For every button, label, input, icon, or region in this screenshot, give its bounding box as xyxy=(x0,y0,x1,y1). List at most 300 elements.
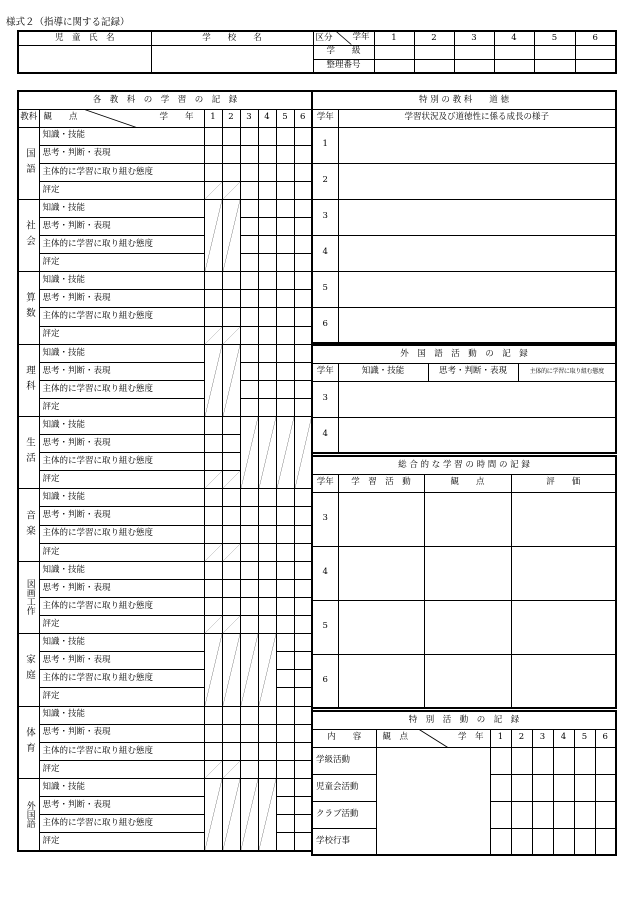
foreign-field-3[interactable] xyxy=(338,381,616,417)
aspect-label: 思考・判断・表現 xyxy=(39,796,204,814)
grade-cell[interactable] xyxy=(204,417,222,435)
special-kanten-label: 観 点 xyxy=(382,732,409,743)
grade-cell[interactable] xyxy=(258,724,276,742)
grade-cell[interactable] xyxy=(204,435,222,453)
grade-cell[interactable] xyxy=(276,706,294,724)
foreign-col3-header: 主体的に学習に取り組む態度 xyxy=(518,363,616,381)
special-item-club: クラブ活動 xyxy=(312,801,376,828)
grade-cell[interactable] xyxy=(240,742,258,760)
subjects-year-2: 2 xyxy=(222,109,240,127)
grade-cell[interactable] xyxy=(276,724,294,742)
grade-cell[interactable] xyxy=(204,272,222,290)
grade-cell[interactable] xyxy=(276,796,294,814)
disabled-cell xyxy=(240,634,258,706)
student-name-label: 児 童 氏 名 xyxy=(18,31,151,45)
grade-cell[interactable] xyxy=(240,507,258,525)
grade-cell[interactable] xyxy=(276,489,294,507)
grade-cell[interactable] xyxy=(294,634,312,652)
grade-cell[interactable] xyxy=(258,326,276,344)
aspect-label: 知識・技能 xyxy=(39,417,204,435)
grade-cell[interactable] xyxy=(258,525,276,543)
disabled-cell xyxy=(222,344,240,416)
disabled-cell xyxy=(204,199,222,271)
grade-cell[interactable] xyxy=(240,344,258,362)
grade-cell[interactable] xyxy=(258,199,276,217)
subjects-title: 各 教 科 の 学 習 の 記 録 xyxy=(18,91,312,109)
grade-cell[interactable] xyxy=(204,127,222,145)
grade-cell[interactable] xyxy=(222,507,240,525)
aspect-label: 思考・判断・表現 xyxy=(39,435,204,453)
special-item-gakkyu: 学級活動 xyxy=(312,747,376,774)
grade-cell[interactable] xyxy=(240,199,258,217)
grade-cell[interactable] xyxy=(204,290,222,308)
grade-cell[interactable] xyxy=(294,127,312,145)
grade-cell[interactable] xyxy=(294,688,312,706)
grade-cell[interactable] xyxy=(258,272,276,290)
grade-cell[interactable] xyxy=(294,724,312,742)
grade-cell[interactable] xyxy=(258,181,276,199)
grade-cell[interactable] xyxy=(222,127,240,145)
grade-cell[interactable] xyxy=(240,145,258,163)
grade-cell[interactable] xyxy=(294,145,312,163)
aspect-label: 思考・判断・表現 xyxy=(39,145,204,163)
grade-cell[interactable] xyxy=(240,579,258,597)
integrated-year-4: 4 xyxy=(312,546,338,600)
grade-cell[interactable] xyxy=(240,561,258,579)
grade-cell[interactable] xyxy=(276,579,294,597)
grade-cell[interactable] xyxy=(294,616,312,634)
disabled-cell xyxy=(222,326,240,344)
integrated-col1-header: 学 習 活 動 xyxy=(338,474,424,492)
kubun-label: 区分 xyxy=(315,32,333,43)
special-item-gakko-gyoji: 学校行事 xyxy=(312,828,376,855)
grade-cell[interactable] xyxy=(240,543,258,561)
grade-cell[interactable] xyxy=(204,597,222,615)
grade-cell[interactable] xyxy=(258,489,276,507)
grade-cell[interactable] xyxy=(276,778,294,796)
grade-cell[interactable] xyxy=(294,254,312,272)
aspect-label: 主体的に学習に取り組む態度 xyxy=(39,815,204,833)
gakkyu-label: 学 級 xyxy=(313,45,374,59)
grade-cell[interactable] xyxy=(222,453,240,471)
grade-cell[interactable] xyxy=(258,579,276,597)
grade-cell[interactable] xyxy=(276,344,294,362)
grade-cell[interactable] xyxy=(276,362,294,380)
aspect-label: 評定 xyxy=(39,833,204,851)
grade-cell[interactable] xyxy=(240,398,258,416)
subjects-kanten-gakunen-header xyxy=(39,109,204,127)
aspect-label: 評定 xyxy=(39,471,204,489)
moral-year-3: 3 xyxy=(312,199,338,235)
disabled-cell xyxy=(204,760,222,778)
grade-cell[interactable] xyxy=(204,163,222,181)
grade-cell[interactable] xyxy=(276,236,294,254)
grade-cell[interactable] xyxy=(240,236,258,254)
grade-cell[interactable] xyxy=(294,652,312,670)
grade-cell[interactable] xyxy=(222,308,240,326)
grade-cell[interactable] xyxy=(204,579,222,597)
grade-cell[interactable] xyxy=(204,724,222,742)
foreign-activity-table xyxy=(311,344,617,454)
aspect-label: 評定 xyxy=(39,543,204,561)
moral-table xyxy=(311,90,617,344)
special-year-3: 3 xyxy=(532,729,553,747)
aspect-label: 評定 xyxy=(39,398,204,416)
grade-cell[interactable] xyxy=(276,815,294,833)
grade-cell[interactable] xyxy=(204,145,222,163)
moral-field-5[interactable] xyxy=(338,271,616,307)
student-name-field[interactable] xyxy=(18,45,151,73)
foreign-col1-header: 知識・技能 xyxy=(338,363,428,381)
disabled-cell xyxy=(222,760,240,778)
moral-field-2[interactable] xyxy=(338,163,616,199)
moral-year-6: 6 xyxy=(312,307,338,343)
subject-name-3: 理科 xyxy=(18,344,39,416)
subjects-table xyxy=(17,90,313,852)
grade-cell[interactable] xyxy=(204,525,222,543)
subject-name-1: 社会 xyxy=(18,199,39,271)
grade-cell[interactable] xyxy=(258,217,276,235)
grade-cell[interactable] xyxy=(222,561,240,579)
grade-cell[interactable] xyxy=(258,145,276,163)
grade-cell[interactable] xyxy=(204,453,222,471)
grade-cell[interactable] xyxy=(294,380,312,398)
grade-cell[interactable] xyxy=(222,290,240,308)
grade-cell[interactable] xyxy=(240,217,258,235)
grade-cell[interactable] xyxy=(294,561,312,579)
grade-cell[interactable] xyxy=(294,290,312,308)
integrated-year-6: 6 xyxy=(312,654,338,708)
grade-cell[interactable] xyxy=(258,543,276,561)
disabled-cell xyxy=(294,417,312,489)
grade-cell[interactable] xyxy=(240,760,258,778)
grade-cell[interactable] xyxy=(204,561,222,579)
grade-cell[interactable] xyxy=(276,688,294,706)
grade-cell[interactable] xyxy=(294,163,312,181)
header-year-4: 4 xyxy=(494,31,534,45)
grade-cell[interactable] xyxy=(258,163,276,181)
grade-cell[interactable] xyxy=(294,272,312,290)
grade-cell[interactable] xyxy=(222,597,240,615)
grade-cell[interactable] xyxy=(240,525,258,543)
grade-cell[interactable] xyxy=(294,778,312,796)
grade-cell[interactable] xyxy=(258,561,276,579)
foreign-col2-header: 思考・判断・表現 xyxy=(428,363,518,381)
disabled-cell xyxy=(204,471,222,489)
header-year-5: 5 xyxy=(534,31,575,45)
grade-cell[interactable] xyxy=(204,742,222,760)
header-year-2: 2 xyxy=(414,31,454,45)
aspect-label: 思考・判断・表現 xyxy=(39,362,204,380)
disabled-cell xyxy=(222,543,240,561)
grade-cell[interactable] xyxy=(276,670,294,688)
grade-cell[interactable] xyxy=(276,308,294,326)
grade-cell[interactable] xyxy=(294,236,312,254)
grade-cell[interactable] xyxy=(258,344,276,362)
grade-cell[interactable] xyxy=(276,163,294,181)
grade-cell[interactable] xyxy=(258,254,276,272)
grade-cell[interactable] xyxy=(240,254,258,272)
special-year-5: 5 xyxy=(574,729,595,747)
special-item-jidokai: 児童会活動 xyxy=(312,774,376,801)
subject-name-4: 生活 xyxy=(18,417,39,489)
grade-cell[interactable] xyxy=(276,543,294,561)
aspect-label: 評定 xyxy=(39,326,204,344)
aspect-label: 思考・判断・表現 xyxy=(39,290,204,308)
moral-year-2: 2 xyxy=(312,163,338,199)
aspect-label: 思考・判断・表現 xyxy=(39,652,204,670)
moral-year-4: 4 xyxy=(312,235,338,271)
subjects-year-3: 3 xyxy=(240,109,258,127)
grade-cell[interactable] xyxy=(276,127,294,145)
form-title: 様式２（指導に関する記録） xyxy=(6,17,130,28)
grade-cell[interactable] xyxy=(294,344,312,362)
aspect-label: 知識・技能 xyxy=(39,199,204,217)
grade-cell[interactable] xyxy=(276,290,294,308)
grade-cell[interactable] xyxy=(294,398,312,416)
grade-cell[interactable] xyxy=(240,616,258,634)
grade-cell[interactable] xyxy=(258,290,276,308)
subjects-kyoka-header: 教科 xyxy=(18,109,39,127)
special-kanten-gakunen-header xyxy=(376,729,490,747)
grade-cell[interactable] xyxy=(294,181,312,199)
grade-cell[interactable] xyxy=(276,254,294,272)
disabled-cell xyxy=(258,778,276,850)
grade-cell[interactable] xyxy=(258,308,276,326)
grade-cell[interactable] xyxy=(294,796,312,814)
header-year-3: 3 xyxy=(454,31,494,45)
grade-cell[interactable] xyxy=(240,290,258,308)
subject-name-5: 音楽 xyxy=(18,489,39,561)
disabled-cell xyxy=(204,778,222,850)
subjects-gakunen-label: 学 年 xyxy=(159,111,194,122)
aspect-label: 思考・判断・表現 xyxy=(39,579,204,597)
aspect-label: 評定 xyxy=(39,688,204,706)
integrated-year-header: 学年 xyxy=(312,474,338,492)
grade-cell[interactable] xyxy=(258,616,276,634)
integrated-year-5: 5 xyxy=(312,600,338,654)
grade-cell[interactable] xyxy=(222,163,240,181)
disabled-cell xyxy=(222,181,240,199)
aspect-label: 主体的に学習に取り組む態度 xyxy=(39,380,204,398)
grade-cell[interactable] xyxy=(294,760,312,778)
grade-cell[interactable] xyxy=(258,507,276,525)
disabled-cell xyxy=(204,634,222,706)
subjects-year-5: 5 xyxy=(276,109,294,127)
grade-cell[interactable] xyxy=(276,561,294,579)
subjects-kanten-label: 観 点 xyxy=(43,112,78,123)
grade-cell[interactable] xyxy=(294,217,312,235)
grade-cell[interactable] xyxy=(222,525,240,543)
grade-cell[interactable] xyxy=(240,163,258,181)
grade-cell[interactable] xyxy=(294,199,312,217)
disabled-cell xyxy=(204,326,222,344)
grade-cell[interactable] xyxy=(258,380,276,398)
disabled-cell xyxy=(222,778,240,850)
moral-title: 特 別 の 教 科 道 徳 xyxy=(312,91,616,109)
grade-cell[interactable] xyxy=(240,489,258,507)
grade-cell[interactable] xyxy=(240,380,258,398)
disabled-cell xyxy=(204,616,222,634)
grade-cell[interactable] xyxy=(276,597,294,615)
grade-cell[interactable] xyxy=(276,833,294,851)
disabled-cell xyxy=(240,417,258,489)
aspect-label: 知識・技能 xyxy=(39,706,204,724)
aspect-label: 主体的に学習に取り組む態度 xyxy=(39,453,204,471)
grade-cell[interactable] xyxy=(276,199,294,217)
grade-cell[interactable] xyxy=(222,724,240,742)
grade-cell[interactable] xyxy=(294,742,312,760)
grade-cell[interactable] xyxy=(222,579,240,597)
grade-cell[interactable] xyxy=(204,489,222,507)
subject-name-7: 家庭 xyxy=(18,634,39,706)
grade-cell[interactable] xyxy=(294,543,312,561)
grade-cell[interactable] xyxy=(276,742,294,760)
grade-cell[interactable] xyxy=(222,489,240,507)
grade-cell[interactable] xyxy=(294,326,312,344)
foreign-year-header: 学年 xyxy=(312,363,338,381)
gakunen-label: 学年 xyxy=(352,32,370,42)
grade-cell[interactable] xyxy=(294,308,312,326)
aspect-label: 知識・技能 xyxy=(39,489,204,507)
grade-cell[interactable] xyxy=(276,145,294,163)
moral-year-header: 学年 xyxy=(312,109,338,127)
disabled-cell xyxy=(204,181,222,199)
grade-cell[interactable] xyxy=(294,706,312,724)
grade-cell[interactable] xyxy=(294,670,312,688)
subject-name-9: 外国語 xyxy=(18,778,39,850)
grade-cell[interactable] xyxy=(258,706,276,724)
grade-cell[interactable] xyxy=(258,742,276,760)
grade-cell[interactable] xyxy=(276,380,294,398)
grade-cell[interactable] xyxy=(276,634,294,652)
special-year-6: 6 xyxy=(595,729,616,747)
grade-cell[interactable] xyxy=(276,507,294,525)
grade-cell[interactable] xyxy=(204,507,222,525)
grade-cell[interactable] xyxy=(276,217,294,235)
grade-cell[interactable] xyxy=(240,706,258,724)
aspect-label: 思考・判断・表現 xyxy=(39,217,204,235)
grade-cell[interactable] xyxy=(240,597,258,615)
grade-cell[interactable] xyxy=(276,181,294,199)
moral-field-3[interactable] xyxy=(338,199,616,235)
grade-cell[interactable] xyxy=(222,417,240,435)
grade-cell[interactable] xyxy=(240,272,258,290)
grade-cell[interactable] xyxy=(294,362,312,380)
subject-name-0: 国語 xyxy=(18,127,39,199)
grade-cell[interactable] xyxy=(204,706,222,724)
moral-field-4[interactable] xyxy=(338,235,616,271)
grade-cell[interactable] xyxy=(276,525,294,543)
grade-cell[interactable] xyxy=(222,706,240,724)
aspect-label: 知識・技能 xyxy=(39,561,204,579)
grade-cell[interactable] xyxy=(294,597,312,615)
grade-cell[interactable] xyxy=(258,127,276,145)
integrated-col2-header: 観 点 xyxy=(424,474,511,492)
disabled-cell xyxy=(222,471,240,489)
grade-cell[interactable] xyxy=(240,308,258,326)
integrated-title: 総 合 的 な 学 習 の 時 間 の 記 録 xyxy=(312,456,616,474)
header-year-6: 6 xyxy=(575,31,616,45)
grade-cell[interactable] xyxy=(240,326,258,344)
grade-cell[interactable] xyxy=(294,815,312,833)
grade-cell[interactable] xyxy=(276,760,294,778)
disabled-cell xyxy=(258,634,276,706)
grade-cell[interactable] xyxy=(258,597,276,615)
aspect-label: 主体的に学習に取り組む態度 xyxy=(39,525,204,543)
grade-cell[interactable] xyxy=(258,760,276,778)
grade-cell[interactable] xyxy=(276,398,294,416)
disabled-cell xyxy=(222,634,240,706)
aspect-label: 主体的に学習に取り組む態度 xyxy=(39,236,204,254)
kubun-gakunen-cell xyxy=(313,31,374,45)
header-year-1: 1 xyxy=(374,31,414,45)
aspect-label: 評定 xyxy=(39,616,204,634)
grade-cell[interactable] xyxy=(276,326,294,344)
special-title: 特 別 活 動 の 記 録 xyxy=(312,711,616,729)
integrated-year-3: 3 xyxy=(312,492,338,546)
integrated-col3-header: 評 価 xyxy=(511,474,616,492)
disabled-cell xyxy=(204,543,222,561)
grade-cell[interactable] xyxy=(294,507,312,525)
disabled-cell xyxy=(222,616,240,634)
grade-cell[interactable] xyxy=(222,145,240,163)
grade-cell[interactable] xyxy=(276,616,294,634)
header-table xyxy=(17,30,617,74)
special-gakunen-label: 学 年 xyxy=(457,731,484,742)
grade-cell[interactable] xyxy=(294,489,312,507)
grade-cell[interactable] xyxy=(240,127,258,145)
aspect-label: 知識・技能 xyxy=(39,272,204,290)
aspect-label: 主体的に学習に取り組む態度 xyxy=(39,308,204,326)
grade-cell[interactable] xyxy=(222,435,240,453)
foreign-title: 外 国 語 活 動 の 記 録 xyxy=(312,345,616,363)
grade-cell[interactable] xyxy=(240,724,258,742)
special-year-1: 1 xyxy=(490,729,511,747)
grade-cell[interactable] xyxy=(240,181,258,199)
grade-cell[interactable] xyxy=(294,525,312,543)
special-year-4: 4 xyxy=(553,729,574,747)
aspect-label: 思考・判断・表現 xyxy=(39,724,204,742)
grade-cell[interactable] xyxy=(240,362,258,380)
special-kanten-field[interactable] xyxy=(376,747,490,855)
aspect-label: 主体的に学習に取り組む態度 xyxy=(39,670,204,688)
subject-name-8: 体育 xyxy=(18,706,39,778)
foreign-field-4[interactable] xyxy=(338,417,616,453)
grade-cell[interactable] xyxy=(294,833,312,851)
aspect-label: 知識・技能 xyxy=(39,634,204,652)
aspect-label: 知識・技能 xyxy=(39,127,204,145)
moral-desc-header: 学習状況及び道徳性に係る成長の様子 xyxy=(338,109,616,127)
disabled-cell xyxy=(276,417,294,489)
grade-cell[interactable] xyxy=(204,308,222,326)
grade-cell[interactable] xyxy=(276,652,294,670)
grade-cell[interactable] xyxy=(258,398,276,416)
grade-cell[interactable] xyxy=(294,579,312,597)
moral-field-6[interactable] xyxy=(338,307,616,343)
moral-field-1[interactable] xyxy=(338,127,616,163)
grade-cell[interactable] xyxy=(222,272,240,290)
school-name-field[interactable] xyxy=(151,45,313,73)
foreign-year-4: 4 xyxy=(312,417,338,453)
grade-cell[interactable] xyxy=(276,272,294,290)
grade-cell[interactable] xyxy=(258,236,276,254)
aspect-label: 評定 xyxy=(39,181,204,199)
subjects-year-6: 6 xyxy=(294,109,312,127)
grade-cell[interactable] xyxy=(258,362,276,380)
aspect-label: 評定 xyxy=(39,254,204,272)
grade-cell[interactable] xyxy=(222,742,240,760)
